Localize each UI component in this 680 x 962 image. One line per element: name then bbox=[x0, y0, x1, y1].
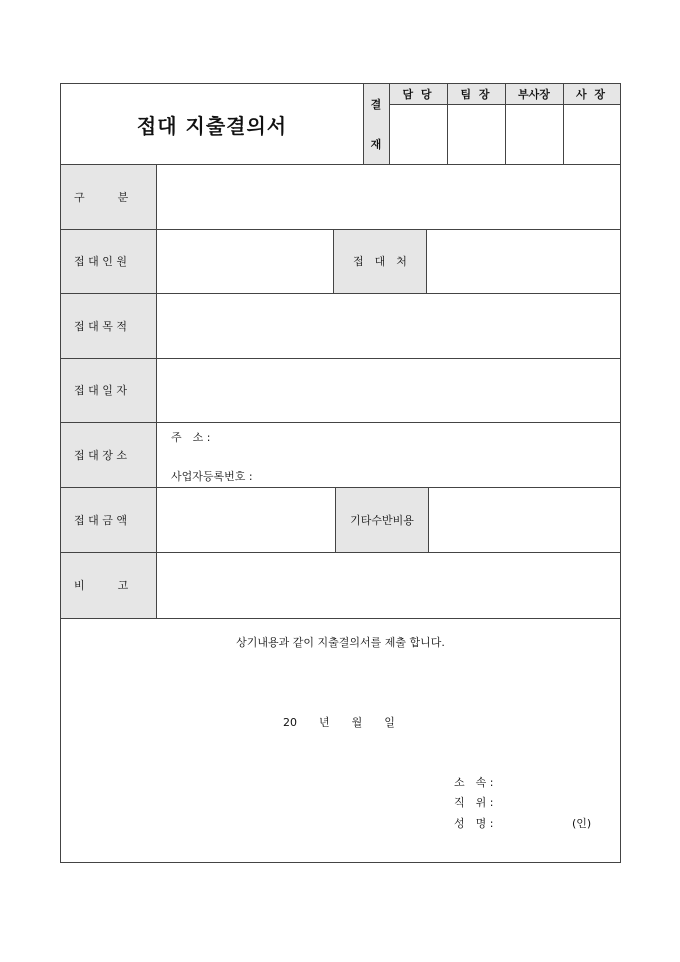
name-label: 성 명 : bbox=[454, 817, 494, 830]
approval-sign-team-lead[interactable] bbox=[447, 104, 505, 164]
submission-date: 20 년 월 일 bbox=[283, 716, 395, 729]
purpose-field[interactable] bbox=[157, 293, 620, 358]
grid-line bbox=[447, 84, 448, 164]
approval-sign-staff[interactable] bbox=[389, 104, 447, 164]
grid-line bbox=[61, 552, 620, 553]
vendor-label: 접 대 처 bbox=[334, 229, 426, 293]
amount-label: 접 대 금 액 bbox=[74, 513, 127, 527]
form-title: 접대 지출결의서 bbox=[136, 113, 288, 138]
expense-form bbox=[60, 83, 621, 863]
grid-line bbox=[61, 618, 620, 619]
amount-field[interactable] bbox=[157, 487, 335, 552]
date-label: 접 대 일 자 bbox=[74, 384, 127, 397]
approval-role-staff: 담 당 bbox=[389, 84, 447, 104]
grid-line bbox=[61, 422, 620, 423]
grid-line bbox=[335, 487, 336, 552]
category-field[interactable] bbox=[157, 164, 620, 229]
position-label: 직 위 : bbox=[454, 796, 494, 809]
category-label: 구 분 bbox=[74, 190, 129, 204]
approval-role-president: 사 장 bbox=[563, 84, 620, 104]
grid-line bbox=[61, 293, 620, 294]
seal-mark: (인) bbox=[572, 817, 592, 830]
date-field[interactable] bbox=[157, 358, 620, 422]
grid-line bbox=[428, 487, 429, 552]
grid-line bbox=[61, 358, 620, 359]
place-label: 접 대 장 소 bbox=[74, 448, 127, 462]
note-label: 비 고 bbox=[74, 579, 129, 592]
grid-line bbox=[61, 487, 620, 488]
grid-line bbox=[426, 229, 427, 293]
grid-line bbox=[61, 229, 620, 230]
approval-sign-president[interactable] bbox=[563, 104, 620, 164]
attendees-field[interactable] bbox=[157, 229, 333, 293]
approval-role-team-lead: 팀 장 bbox=[447, 84, 505, 104]
biz-reg-label: 사업자등록번호 : bbox=[171, 470, 253, 483]
grid-line bbox=[156, 164, 157, 618]
grid-line bbox=[61, 164, 620, 165]
submission-statement: 상기내용과 같이 지출결의서를 제출 합니다. bbox=[236, 636, 445, 649]
attendees-label: 접 대 인 원 bbox=[74, 255, 127, 268]
grid-line bbox=[505, 84, 506, 164]
other-cost-field[interactable] bbox=[429, 487, 620, 552]
approval-role-vice-president: 부사장 bbox=[505, 84, 563, 104]
note-field[interactable] bbox=[157, 552, 620, 618]
grid-line bbox=[333, 229, 334, 293]
other-cost-label: 기타수반비용 bbox=[336, 487, 428, 552]
place-field[interactable] bbox=[261, 422, 620, 487]
address-label: 주 소 : bbox=[171, 431, 211, 444]
approval-gyeol: 결 bbox=[370, 98, 382, 111]
grid-line bbox=[363, 84, 364, 164]
purpose-label: 접 대 목 적 bbox=[74, 319, 127, 333]
grid-line bbox=[563, 84, 564, 164]
vendor-field[interactable] bbox=[427, 229, 620, 293]
dept-label: 소 속 : bbox=[454, 776, 494, 789]
approval-sign-vice-president[interactable] bbox=[505, 104, 563, 164]
grid-line bbox=[389, 84, 390, 164]
approval-jae: 재 bbox=[370, 138, 382, 151]
